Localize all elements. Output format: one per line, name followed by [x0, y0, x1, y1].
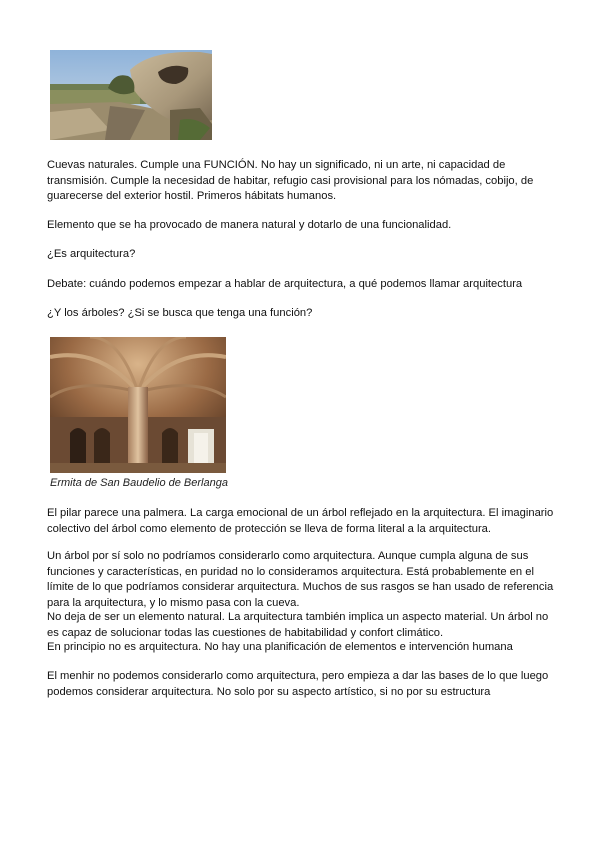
- paragraph-tree-alone: Un árbol por sí solo no podríamos considerarlo como arquitectura. Aunque cumpla alguna de sus funciones y características, en puridad no lo consideramos arquitectura. Está probablemente en el límite de lo que podríamos considerar arquitectura. Muchos de sus rasgos se han usado de referencia para la arquitectura, y lo mismo pasa con la cueva.: [47, 550, 554, 609]
- paragraph-natural-element: Elemento que se ha provocado de manera natural y dotarlo de una funcionalidad.: [47, 219, 452, 231]
- paragraph-natural-material: No deja de ser un elemento natural. La arquitectura también implica un aspecto material. Un árbol no es capaz de solucionar todas las cuestiones de habitabilidad y confort climático.: [47, 611, 549, 639]
- paragraph-no-planning: En principio no es arquitectura. No hay una planificación de elementos e intervención humana: [47, 641, 513, 653]
- hermitage-caption: Ermita de San Baudelio de Berlanga: [50, 477, 228, 489]
- paragraph-pillar: El pilar parece una palmera. La carga emocional de un árbol reflejado en la arquitectura. El imaginario colectivo del árbol como elemento de protección se lleva de forma literal a la arquitectura.: [47, 507, 554, 535]
- paragraph-question-architecture: ¿Es arquitectura?: [47, 248, 136, 260]
- paragraph-debate: Debate: cuándo podemos empezar a hablar de arquitectura, a qué podemos llamar arquitectura: [47, 278, 523, 290]
- hermitage-photo: [50, 337, 226, 473]
- paragraph-menhir: El menhir no podemos considerarlo como arquitectura, pero empieza a dar las bases de lo que luego podemos considerar arquitectura. No solo por su aspecto artístico, si no por su estructura: [47, 670, 549, 698]
- paragraph-trees-question: ¿Y los árboles? ¿Si se busca que tenga una función?: [47, 307, 313, 319]
- paragraph-caves: Cuevas naturales. Cumple una FUNCIÓN. No hay un significado, ni un arte, ni capacidad de transmisión. Cumple la necesidad de habitar, refugio casi provisional para los nómadas, cobijo, de guarecerse del exterior hostil. Primeros hábitats humanos.: [47, 159, 534, 203]
- cave-photo: [50, 50, 212, 140]
